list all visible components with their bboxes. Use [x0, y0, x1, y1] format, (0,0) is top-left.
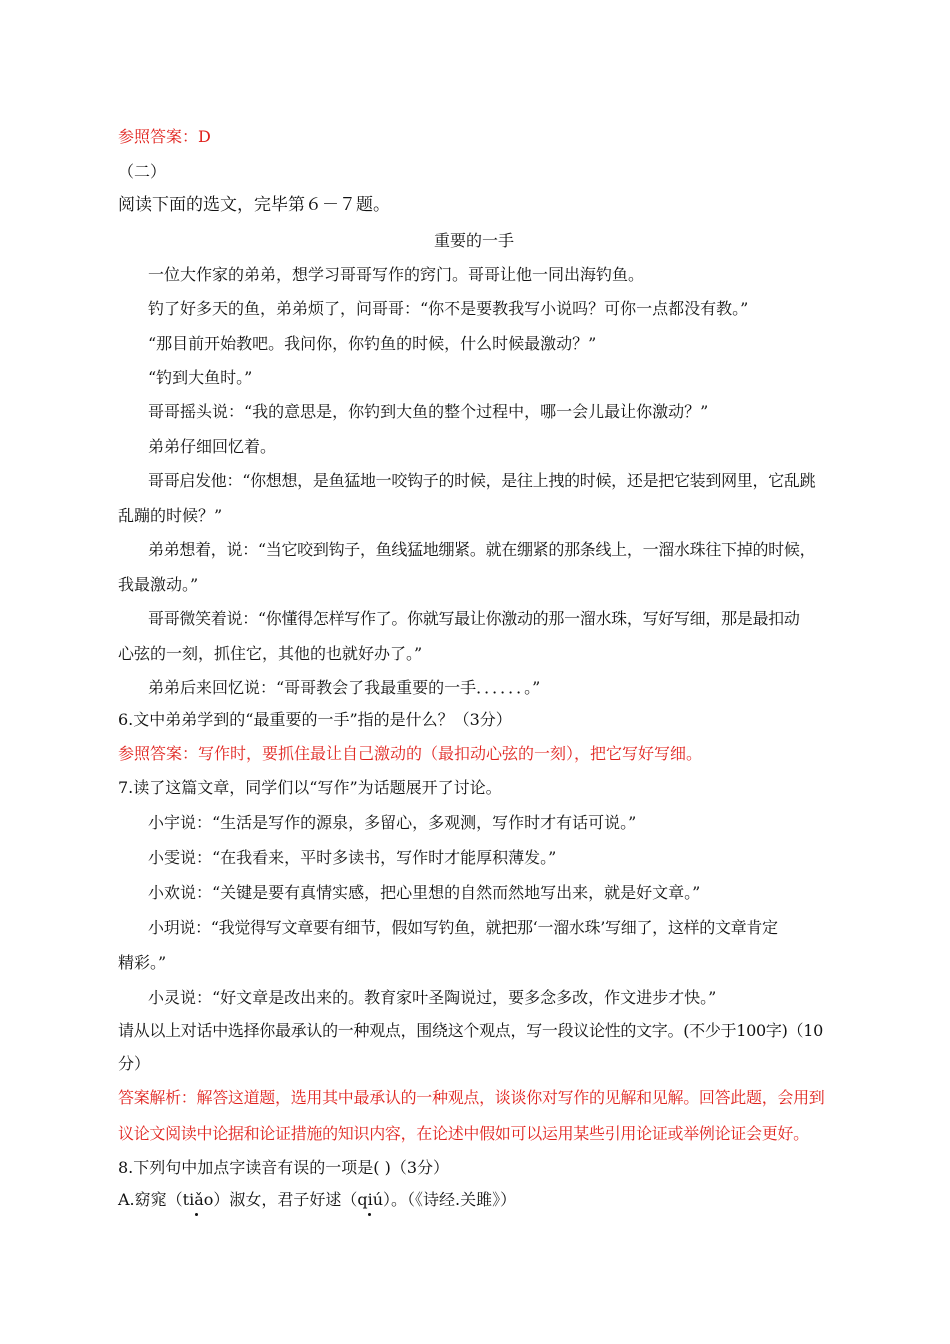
passage-paragraph: 一位大作家的弟弟，想学习哥哥写作的窍门。哥哥让他一同出海钓鱼。 — [148, 265, 645, 284]
opinion-xiaoyu: 小宇说：“生活是写作的源泉，多留心，多观测，写作时才有话可说。” — [148, 813, 637, 832]
passage-paragraph: 哥哥启发他：“你想想，是鱼猛地一咬钩子的时候，是往上拽的时候，还是把它装到网里，它乱跳 — [148, 471, 816, 490]
passage-paragraph-cont: 乱蹦的时候？” — [118, 506, 223, 525]
passage-title: 重要的一手 — [434, 231, 515, 250]
emphasis-dot — [195, 1213, 198, 1216]
passage-paragraph: 弟弟仔细回忆着。 — [148, 437, 277, 456]
answer-6: 参照答案：写作时，要抓住最让自己激动的（最扣动心弦的一刻），把它写好写细。 — [118, 744, 703, 763]
answer-7-analysis: 答案解析：解答这道题，选用其中最承认的一种观点，谈谈你对写作的见解和见解。回答此题，会用到 — [118, 1088, 825, 1107]
passage-paragraph-cont: 我最激动。” — [118, 575, 199, 594]
opinion-xiaoyue: 小玥说：“我觉得写文章要有细节，假如写钓鱼，就把那‘一溜水珠’写细了，这样的文章肯定 — [148, 918, 778, 937]
opinion-xiaohuan: 小欢说：“关键是要有真情实感，把心里想的自然而然地写出来，就是好文章。” — [148, 883, 701, 902]
passage-paragraph: “钓到大鱼时。” — [148, 368, 253, 387]
section-heading: （二） — [118, 162, 167, 181]
question-6: 6.文中弟弟学到的“最重要的一手”指的是什么？（3分） — [118, 710, 512, 729]
question-7-task-cont: 分） — [118, 1054, 151, 1073]
emphasis-dot — [368, 1213, 371, 1216]
answer-label-d: 参照答案：D — [118, 127, 211, 146]
question-8: 8.下列句中加点字读音有误的一项是( )（3分） — [118, 1158, 450, 1177]
passage-paragraph: 弟弟后来回忆说：“哥哥教会了我最重要的一手．．．．．．。” — [148, 678, 541, 697]
reading-instruction: 阅读下面的选文，完毕第６－７题。 — [118, 195, 390, 215]
answer-7-analysis-cont: 议论文阅读中论据和论证措施的知识内容，在论述中假如可以运用某些引用论证或举例论证会更好。 — [118, 1124, 809, 1143]
question-7-task: 请从以上对话中选择你最承认的一种观点，围绕这个观点，写一段议论性的文字。(不少于100字)（10 — [118, 1021, 823, 1040]
passage-paragraph: 弟弟想着，说：“当它咬到钩子，鱼线猛地绷紧。就在绷紧的那条线上，一溜水珠往下掉的时候， — [148, 540, 816, 559]
passage-paragraph: 哥哥微笑着说：“你懂得怎样写作了。你就写最让你激动的那一溜水珠，写好写细，那是最扣动 — [148, 609, 800, 628]
passage-paragraph: “那目前开始教吧。我问你，你钓鱼的时候，什么时候最激动？” — [148, 334, 597, 353]
passage-paragraph: 哥哥摇头说：“我的意思是，你钓到大鱼的整个过程中，哪一会儿最让你激动？” — [148, 402, 709, 421]
opinion-xiaoyue-cont: 精彩。” — [118, 953, 167, 972]
question-7: 7.读了这篇文章，同学们以“写作”为话题展开了讨论。 — [118, 778, 502, 797]
question-8-option-a: A.窈窕（tiǎo）淑女，君子好逑（qiú）。（《诗经.关雎》） — [118, 1190, 517, 1209]
opinion-xiaowen: 小雯说：“在我看来，平时多读书，写作时才能厚积薄发。” — [148, 848, 557, 867]
passage-paragraph-cont: 心弦的一刻，抓住它，其他的也就好办了。” — [118, 644, 423, 663]
opinion-xiaoling: 小灵说：“好文章是改出来的。教育家叶圣陶说过，要多念多改，作文进步才快。” — [148, 988, 717, 1007]
passage-paragraph: 钓了好多天的鱼，弟弟烦了，问哥哥：“你不是要教我写小说吗？可你一点都没有教。” — [148, 299, 749, 318]
